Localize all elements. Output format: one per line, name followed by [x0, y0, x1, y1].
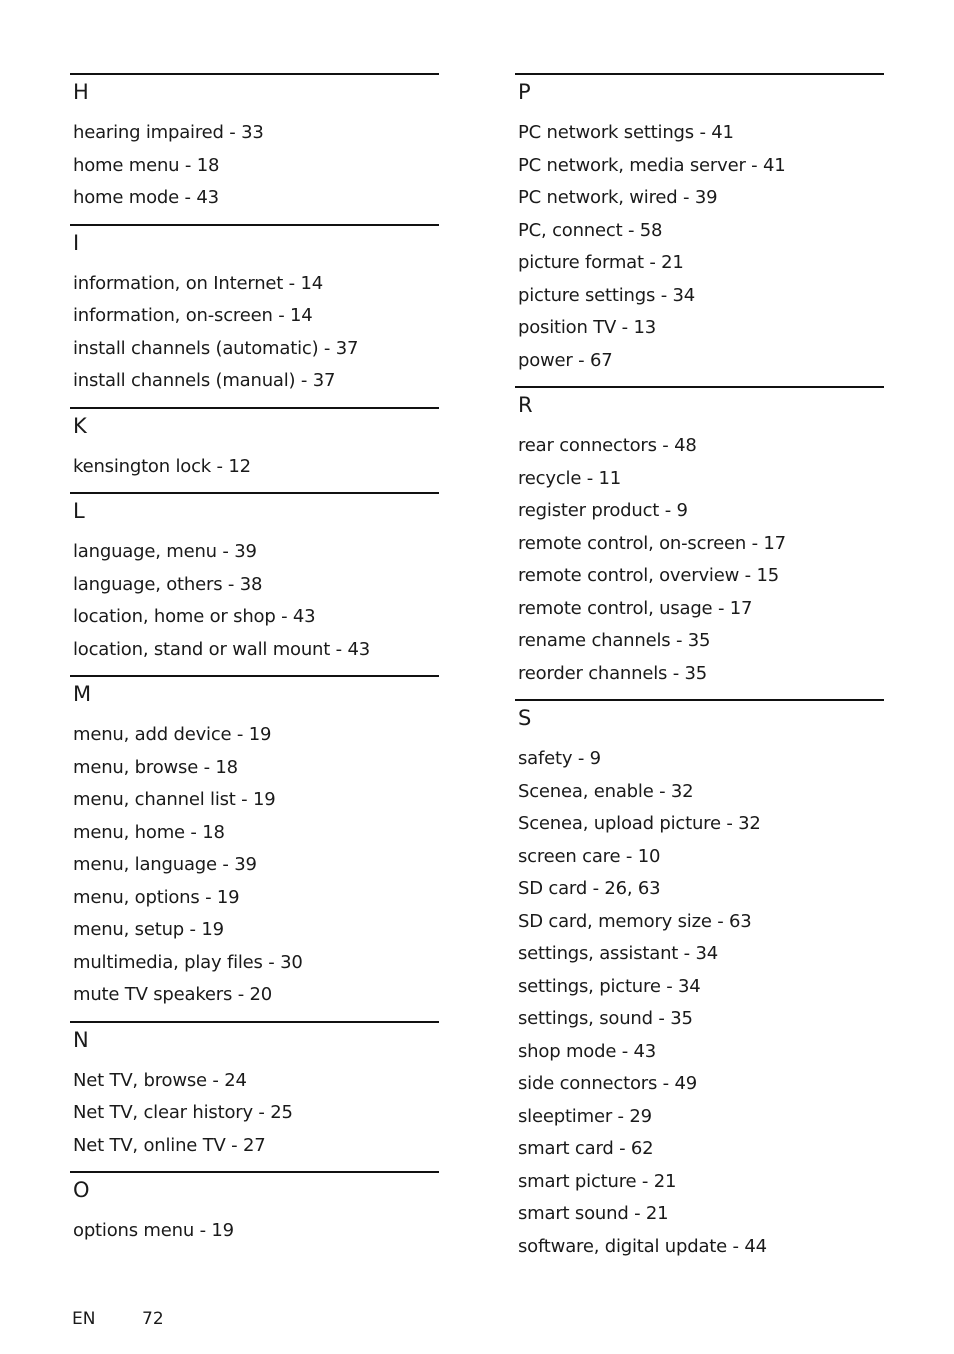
- index-entry: menu, channel list - 19: [73, 789, 276, 810]
- index-entry: software, digital update - 44: [518, 1235, 767, 1257]
- index-entry: Net TV, browse - 24: [73, 1069, 247, 1091]
- footer-language: EN: [72, 1309, 96, 1329]
- section-letter: K: [73, 413, 87, 438]
- index-section-h: [70, 73, 439, 215]
- index-entry: reorder channels - 35: [518, 662, 708, 684]
- index-entry: safety - 9: [518, 748, 601, 769]
- index-entry: picture settings - 34: [518, 284, 696, 306]
- index-section-p: [515, 73, 884, 377]
- index-entry: menu, add device - 19: [73, 724, 272, 745]
- index-entry: register product - 9: [518, 500, 688, 521]
- section-letter: H: [73, 80, 89, 104]
- index-entry: PC, connect - 58: [518, 219, 663, 241]
- index-entry: SD card, memory size - 63: [518, 910, 752, 932]
- page-footer: [72, 1306, 164, 1332]
- index-entry: picture format - 21: [518, 252, 684, 273]
- index-entry: menu, options - 19: [73, 886, 240, 908]
- index-entry: screen care - 10: [518, 845, 661, 867]
- index-entry: hearing impaired - 33: [73, 122, 264, 143]
- index-entry: options menu - 19: [73, 1220, 234, 1241]
- index-entry: multimedia, play files - 30: [73, 951, 303, 973]
- index-entry: shop mode - 43: [518, 1040, 657, 1062]
- index-entry: SD card - 26, 63: [518, 878, 661, 899]
- section-letter: R: [518, 393, 533, 417]
- index-entry: PC network, wired - 39: [518, 187, 718, 208]
- index-entry: remote control, on-screen - 17: [518, 532, 786, 554]
- index-entry: Scenea, enable - 32: [518, 780, 694, 802]
- index-entry: Scenea, upload picture - 32: [518, 813, 761, 834]
- index-entry: location, home or shop - 43: [73, 606, 316, 627]
- footer-page-number: 72: [142, 1309, 164, 1329]
- section-letter: P: [518, 80, 531, 104]
- index-entry: Net TV, online TV - 27: [73, 1134, 266, 1156]
- index-section-o: [70, 1171, 439, 1248]
- index-entry: power - 67: [518, 349, 613, 371]
- index-entry: menu, setup - 19: [73, 919, 224, 940]
- section-letter: O: [73, 1178, 90, 1202]
- index-section-k: [70, 407, 439, 484]
- index-section-n: [70, 1021, 439, 1163]
- index-entry: PC network, media server - 41: [518, 154, 786, 176]
- index-entry: PC network settings - 41: [518, 122, 734, 143]
- index-section-l: [70, 492, 439, 666]
- index-entry: rear connectors - 48: [518, 435, 697, 456]
- index-entry: location, stand or wall mount - 43: [73, 638, 370, 660]
- index-entry: smart picture - 21: [518, 1170, 677, 1192]
- index-entry: menu, home - 18: [73, 821, 225, 843]
- index-section-r: [515, 386, 884, 690]
- index-entry: rename channels - 35: [518, 630, 711, 651]
- index-section-m: [70, 675, 439, 1012]
- index-column-right: [515, 73, 884, 1272]
- index-entry: settings, sound - 35: [518, 1008, 693, 1029]
- index-entry: kensington lock - 12: [73, 455, 251, 477]
- index-column-left: [70, 73, 439, 1257]
- section-letter: I: [73, 230, 80, 255]
- index-entry: install channels (automatic) - 37: [73, 337, 359, 359]
- index-entry: remote control, usage - 17: [518, 597, 753, 619]
- index-section-i: [70, 224, 439, 398]
- index-entry: smart sound - 21: [518, 1203, 669, 1224]
- index-entry: smart card - 62: [518, 1138, 654, 1159]
- index-entry: home menu - 18: [73, 154, 220, 176]
- index-entry: settings, picture - 34: [518, 975, 701, 997]
- index-entry: Net TV, clear history - 25: [73, 1102, 293, 1123]
- index-entry: language, menu - 39: [73, 541, 257, 562]
- index-entry: menu, language - 39: [73, 854, 257, 875]
- index-entry: home mode - 43: [73, 187, 219, 208]
- index-entry: position TV - 13: [518, 317, 656, 338]
- index-entry: install channels (manual) - 37: [73, 370, 336, 391]
- section-letter: N: [73, 1027, 89, 1052]
- section-letter: M: [73, 682, 92, 706]
- index-entry: mute TV speakers - 20: [73, 984, 273, 1005]
- index-section-s: [515, 699, 884, 1263]
- index-entry: sleeptimer - 29: [518, 1105, 652, 1127]
- index-entry: language, others - 38: [73, 573, 263, 595]
- section-letter: S: [518, 706, 532, 730]
- index-entry: side connectors - 49: [518, 1073, 697, 1094]
- index-entry: information, on Internet - 14: [73, 272, 323, 294]
- index-entry: settings, assistant - 34: [518, 943, 718, 964]
- section-letter: L: [73, 499, 85, 523]
- index-entry: menu, browse - 18: [73, 756, 238, 778]
- index-entry: recycle - 11: [518, 467, 622, 489]
- index-entry: remote control, overview - 15: [518, 565, 779, 586]
- index-entry: information, on-screen - 14: [73, 305, 313, 326]
